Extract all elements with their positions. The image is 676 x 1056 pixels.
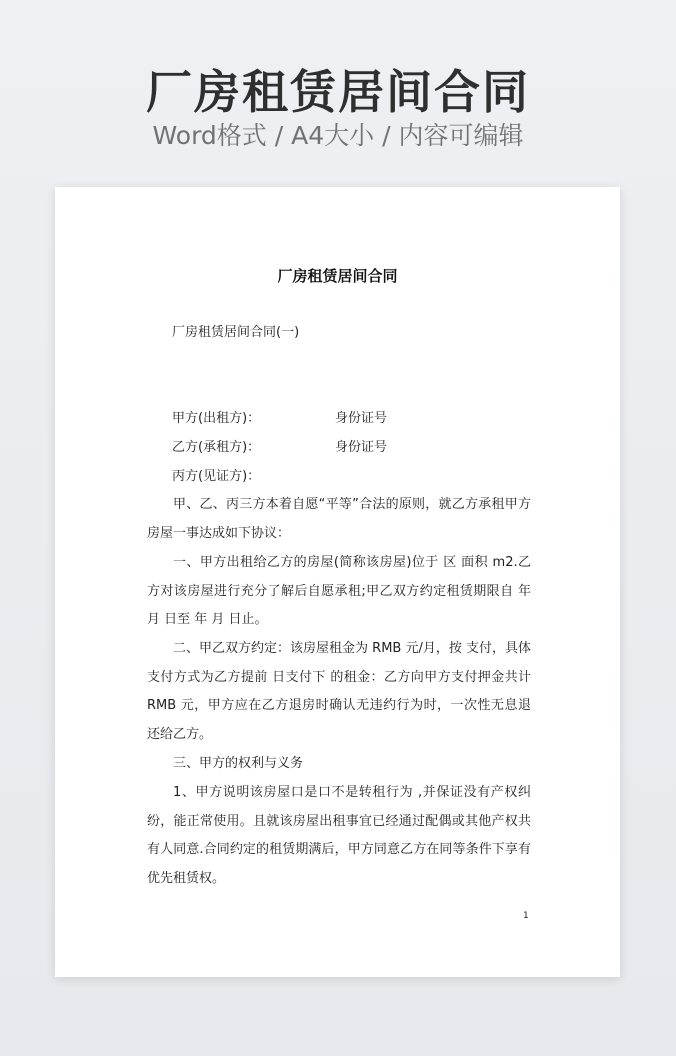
paragraph-clause-3-item-1: 1、甲方说明该房屋口是口不是转租行为 ,并保证没有产权纠纷，能正常使用。且就该房屋出租事宜已经通过配偶或其他产权共有人同意.合同约定的租赁期满后，甲方同意乙方在同等条件下享有优先租赁权。 — [147, 785, 531, 886]
document-title: 厂房租赁居间合同 — [277, 267, 398, 285]
paragraph-clause-1: 一、甲方出租给乙方的房屋(简称该房屋)位于 区 面积 m2.乙方对该房屋进行充分了解后自愿承租;甲乙双方约定租赁期限自 年 月 日至 年 月 日止。 — [147, 555, 531, 627]
party-a-id-label: 身份证号 — [335, 411, 388, 426]
party-a-label: 甲方(出租方)： — [172, 411, 261, 426]
banner-title: 厂房租赁居间合同 — [146, 65, 530, 119]
party-c-label: 丙方(见证方)： — [172, 469, 261, 484]
paragraph-clause-2: 二、甲乙双方约定：该房屋租金为 RMB 元/月，按 支付，具体支付方式为乙方提前 日支付下 的租金：乙方向甲方支付押金共计 RMB 元，甲方应在乙方退房时确认无违约行为时，一次性无息退还给乙方。 — [147, 641, 531, 742]
paragraph-clause-3-heading: 三、甲方的权利与义务 — [173, 756, 304, 771]
paragraph-principles: 甲、乙、丙三方本着自愿“平等”合法的原则，就乙方承租甲方房屋一事达成如下协议： — [147, 497, 531, 541]
document-page — [55, 187, 620, 977]
party-b-label: 乙方(承租方)： — [172, 440, 261, 455]
party-b-id-label: 身份证号 — [335, 440, 388, 455]
document-subtitle: 厂房租赁居间合同(一) — [172, 325, 300, 340]
page-number: 1 — [523, 911, 529, 921]
banner-subtitle: Word格式 / A4大小 / 内容可编辑 — [152, 121, 524, 150]
